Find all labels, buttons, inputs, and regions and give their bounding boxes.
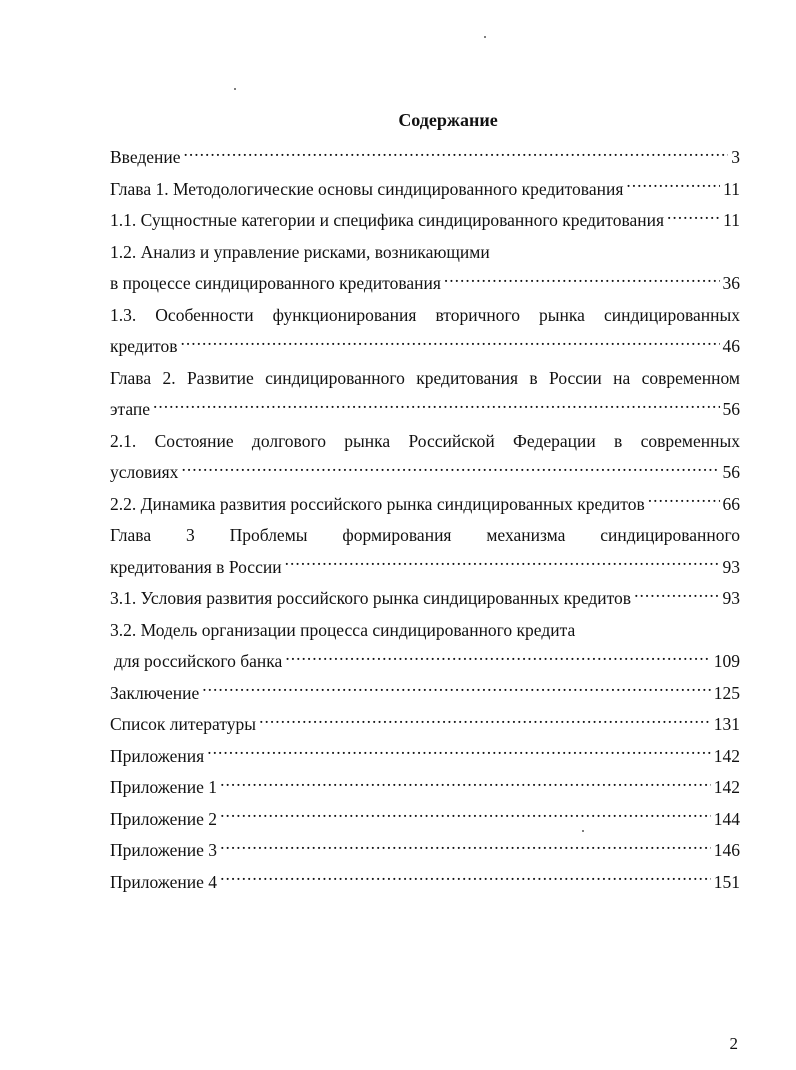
dot-leader xyxy=(259,713,711,731)
dot-leader xyxy=(648,492,720,510)
toc-entry-continuation[interactable]: в процессе синдицированного кредитования ..... 36 xyxy=(110,268,740,300)
toc-title: Содержание xyxy=(398,110,498,130)
dot-leader xyxy=(181,335,720,353)
dot-leader xyxy=(444,272,720,290)
toc-entry[interactable]: Введение ..... 3 xyxy=(110,142,740,174)
dot-leader xyxy=(181,461,719,479)
toc-entry[interactable]: 2.1. Состояние долгового рынка Российской Федерации в современных xyxy=(110,430,740,451)
toc-entry[interactable]: 1.1. Сущностные категории и специфика синдицированного кредитования ..... 11 xyxy=(110,205,740,237)
toc-entry[interactable]: Список литературы ..... 131 xyxy=(110,709,740,741)
dot-leader xyxy=(153,398,719,416)
toc-entry[interactable]: Глава 1. Методологические основы синдицированного кредитования ..... 11 xyxy=(110,174,740,206)
toc-entry[interactable]: Приложение 3 ..... 146 xyxy=(110,835,740,867)
toc-entry[interactable]: Приложение 1 ..... 142 xyxy=(110,772,740,804)
toc-entry[interactable]: 3.2. Модель организации процесса синдицированного кредита xyxy=(110,619,576,640)
toc-entry-continuation[interactable]: кредитования в России ..... 93 xyxy=(110,552,740,584)
dot-leader xyxy=(667,209,720,227)
toc-entry[interactable]: Приложения ..... 142 xyxy=(110,741,740,773)
dot-leader xyxy=(207,744,711,762)
dot-leader xyxy=(220,807,711,825)
toc-entry[interactable]: Заключение ..... 125 xyxy=(110,678,740,710)
toc-entry-continuation[interactable]: этапе ..... 56 xyxy=(110,394,740,426)
scan-speck xyxy=(484,36,486,38)
toc-entry[interactable]: 3.1. Условия развития российского рынка синдицированных кредитов ..... 93 xyxy=(110,583,740,615)
dot-leader xyxy=(626,177,720,195)
dot-leader xyxy=(634,587,719,605)
dot-leader xyxy=(220,870,711,888)
dot-leader xyxy=(184,146,729,164)
dot-leader xyxy=(220,839,711,857)
dot-leader xyxy=(285,650,710,668)
dot-leader xyxy=(285,555,720,573)
toc-entry[interactable]: 2.2. Динамика развития российского рынка синдицированных кредитов ..... 66 xyxy=(110,489,740,521)
toc-entry-continuation[interactable]: условиях ..... 56 xyxy=(110,457,740,489)
toc-entry[interactable]: Приложение 4 ..... 151 xyxy=(110,867,740,899)
dot-leader xyxy=(202,681,711,699)
toc-entry[interactable]: 1.2. Анализ и управление рисками, возникающими xyxy=(110,241,490,262)
toc-entry-continuation[interactable]: кредитов ..... 46 xyxy=(110,331,740,363)
scan-speck xyxy=(234,88,236,90)
toc-entry-continuation[interactable]: для российского банка ..... 109 xyxy=(110,646,740,678)
toc-entry[interactable]: Глава 2. Развитие синдицированного кредитования в России на современном xyxy=(110,367,740,388)
dot-leader xyxy=(220,776,711,794)
page-number: 2 xyxy=(729,1034,738,1053)
table-of-contents xyxy=(110,142,740,898)
toc-entry[interactable]: Приложение 2 ..... 144 xyxy=(110,804,740,836)
toc-entry[interactable]: 1.3. Особенности функционирования вторичного рынка синдицированных xyxy=(110,304,740,325)
toc-entry[interactable]: Глава 3 Проблемы формирования механизма синдицированного xyxy=(110,525,740,545)
